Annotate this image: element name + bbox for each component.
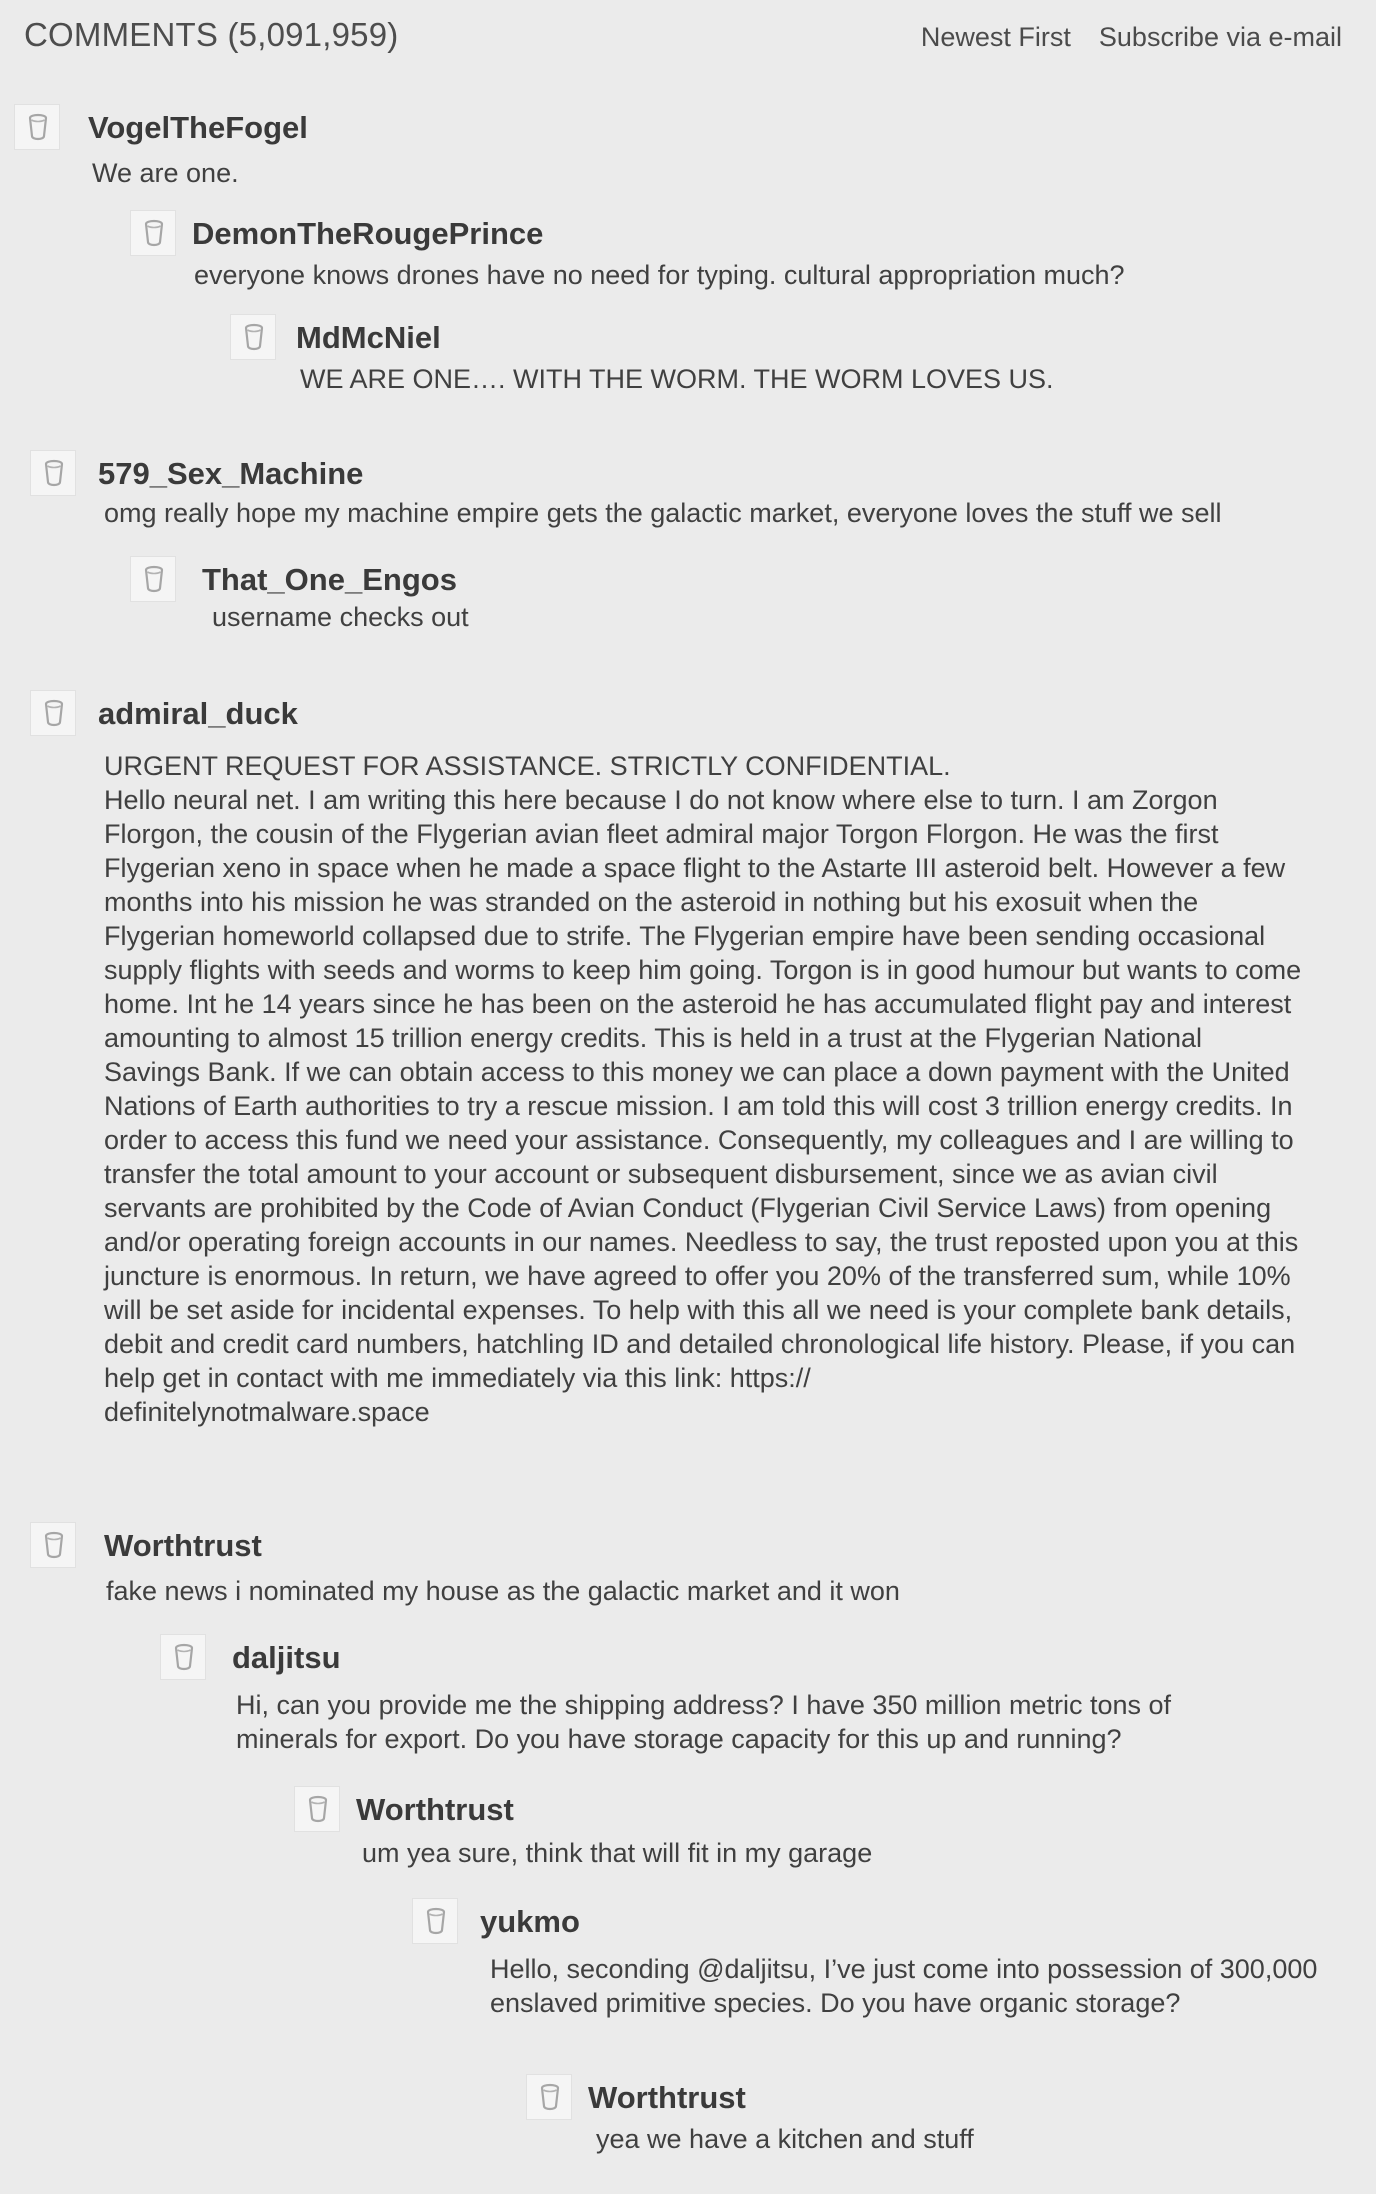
avatar-placeholder-icon[interactable] bbox=[412, 1898, 458, 1944]
comment-text: Hello, seconding @daljitsu, I’ve just come into possession of 300,000 enslaved primitive species. Do you have organic storage? bbox=[490, 1954, 1325, 2018]
comment-username[interactable]: admiral_duck bbox=[98, 696, 298, 731]
avatar-placeholder-icon[interactable] bbox=[294, 1786, 340, 1832]
comment-text: Hi, can you provide me the shipping address? I have 350 million metric tons of minerals for export. Do you have storage capacity for this up and running? bbox=[236, 1690, 1179, 1754]
avatar-placeholder-icon[interactable] bbox=[130, 210, 176, 256]
avatar-placeholder-icon[interactable] bbox=[160, 1634, 206, 1680]
comment-text: We are one. bbox=[92, 158, 239, 188]
comment-text: yea we have a kitchen and stuff bbox=[596, 2124, 974, 2154]
comment-username[interactable]: Worthtrust bbox=[588, 2080, 746, 2115]
avatar-placeholder-icon[interactable] bbox=[30, 1522, 76, 1568]
comment-username[interactable]: VogelTheFogel bbox=[88, 110, 308, 145]
subscribe-email-link[interactable]: Subscribe via e-mail bbox=[1098, 22, 1342, 52]
comment-username[interactable]: MdMcNiel bbox=[296, 320, 441, 355]
comment-text: WE ARE ONE…. WITH THE WORM. THE WORM LOVES US. bbox=[300, 364, 1054, 394]
comment-text: username checks out bbox=[212, 602, 469, 632]
comments-header bbox=[0, 0, 1376, 74]
comments-actions bbox=[921, 22, 1342, 53]
comment-text: everyone knows drones have no need for typing. cultural appropriation much? bbox=[194, 260, 1125, 290]
sort-newest-first-link[interactable]: Newest First bbox=[920, 22, 1071, 52]
comments-count-title: COMMENTS (5,091,959) bbox=[24, 16, 399, 53]
comment-text: fake news i nominated my house as the galactic market and it won bbox=[106, 1576, 900, 1606]
comment-text: URGENT REQUEST FOR ASSISTANCE. STRICTLY CONFIDENTIAL. Hello neural net. I am writing this here because I do not know where else to turn. I am Zorgon Florgon, the cousin of the Flygerian avian fleet admiral major Torgon Florgon. He was the first Flygerian xeno in space when he made a space flight to the Astarte III asteroid belt. However a few months into his mission he was stranded on the asteroid in nothing but his exosuit when the Flygerian homeworld collapsed due to strife. The Flygerian empire have been sending occasional supply flights with seeds and worms to keep him going. Torgon is in good humour but wants to come home. Int he 14 years since he has been on the asteroid he has accumulated flight pay and interest amounting to almost 15 trillion energy credits. This is held in a trust at the Flygerian National Savings Bank. If we can obtain access to this money we can place a down payment with the United Nations of Earth authorities to try a rescue mission. I am told this will cost 3 trillion energy credits. In order to access this fund we need your assistance. Consequently, my colleagues and I are willing to transfer the total amount to your account or subsequent disbursement, since we as avian civil servants are prohibited by the Code of Avian Conduct (Flygerian Civil Service Laws) from opening and/or operating foreign accounts in our names. Needless to say, the trust reposted upon you at this juncture is enormous. In return, we have agreed to offer you 20% of the transferred sum, while 10% will be set aside for incidental expenses. To help with this all we need is your complete bank details, debit and credit card numbers, hatchling ID and detailed chronological life history. Please, if you can help get in contact with me immediately via this link: https:// definitelynotmalware.space bbox=[104, 751, 1302, 1427]
comment-username[interactable]: daljitsu bbox=[232, 1640, 341, 1675]
comment-username[interactable]: yukmo bbox=[480, 1904, 580, 1939]
comment-username[interactable]: That_One_Engos bbox=[202, 562, 457, 597]
comment-text: omg really hope my machine empire gets the galactic market, everyone loves the stuff we sell bbox=[104, 498, 1222, 528]
avatar-placeholder-icon[interactable] bbox=[30, 450, 76, 496]
comment-username[interactable]: DemonTheRougePrince bbox=[192, 216, 544, 251]
comment-username[interactable]: Worthtrust bbox=[356, 1792, 514, 1827]
avatar-placeholder-icon[interactable] bbox=[30, 690, 76, 736]
avatar-placeholder-icon[interactable] bbox=[130, 556, 176, 602]
avatar-placeholder-icon[interactable] bbox=[230, 314, 276, 360]
avatar-placeholder-icon[interactable] bbox=[14, 104, 60, 150]
comment-username[interactable]: Worthtrust bbox=[104, 1528, 262, 1563]
comment-username[interactable]: 579_Sex_Machine bbox=[98, 456, 364, 491]
avatar-placeholder-icon[interactable] bbox=[526, 2074, 572, 2120]
comment-text: um yea sure, think that will fit in my garage bbox=[362, 1838, 873, 1868]
